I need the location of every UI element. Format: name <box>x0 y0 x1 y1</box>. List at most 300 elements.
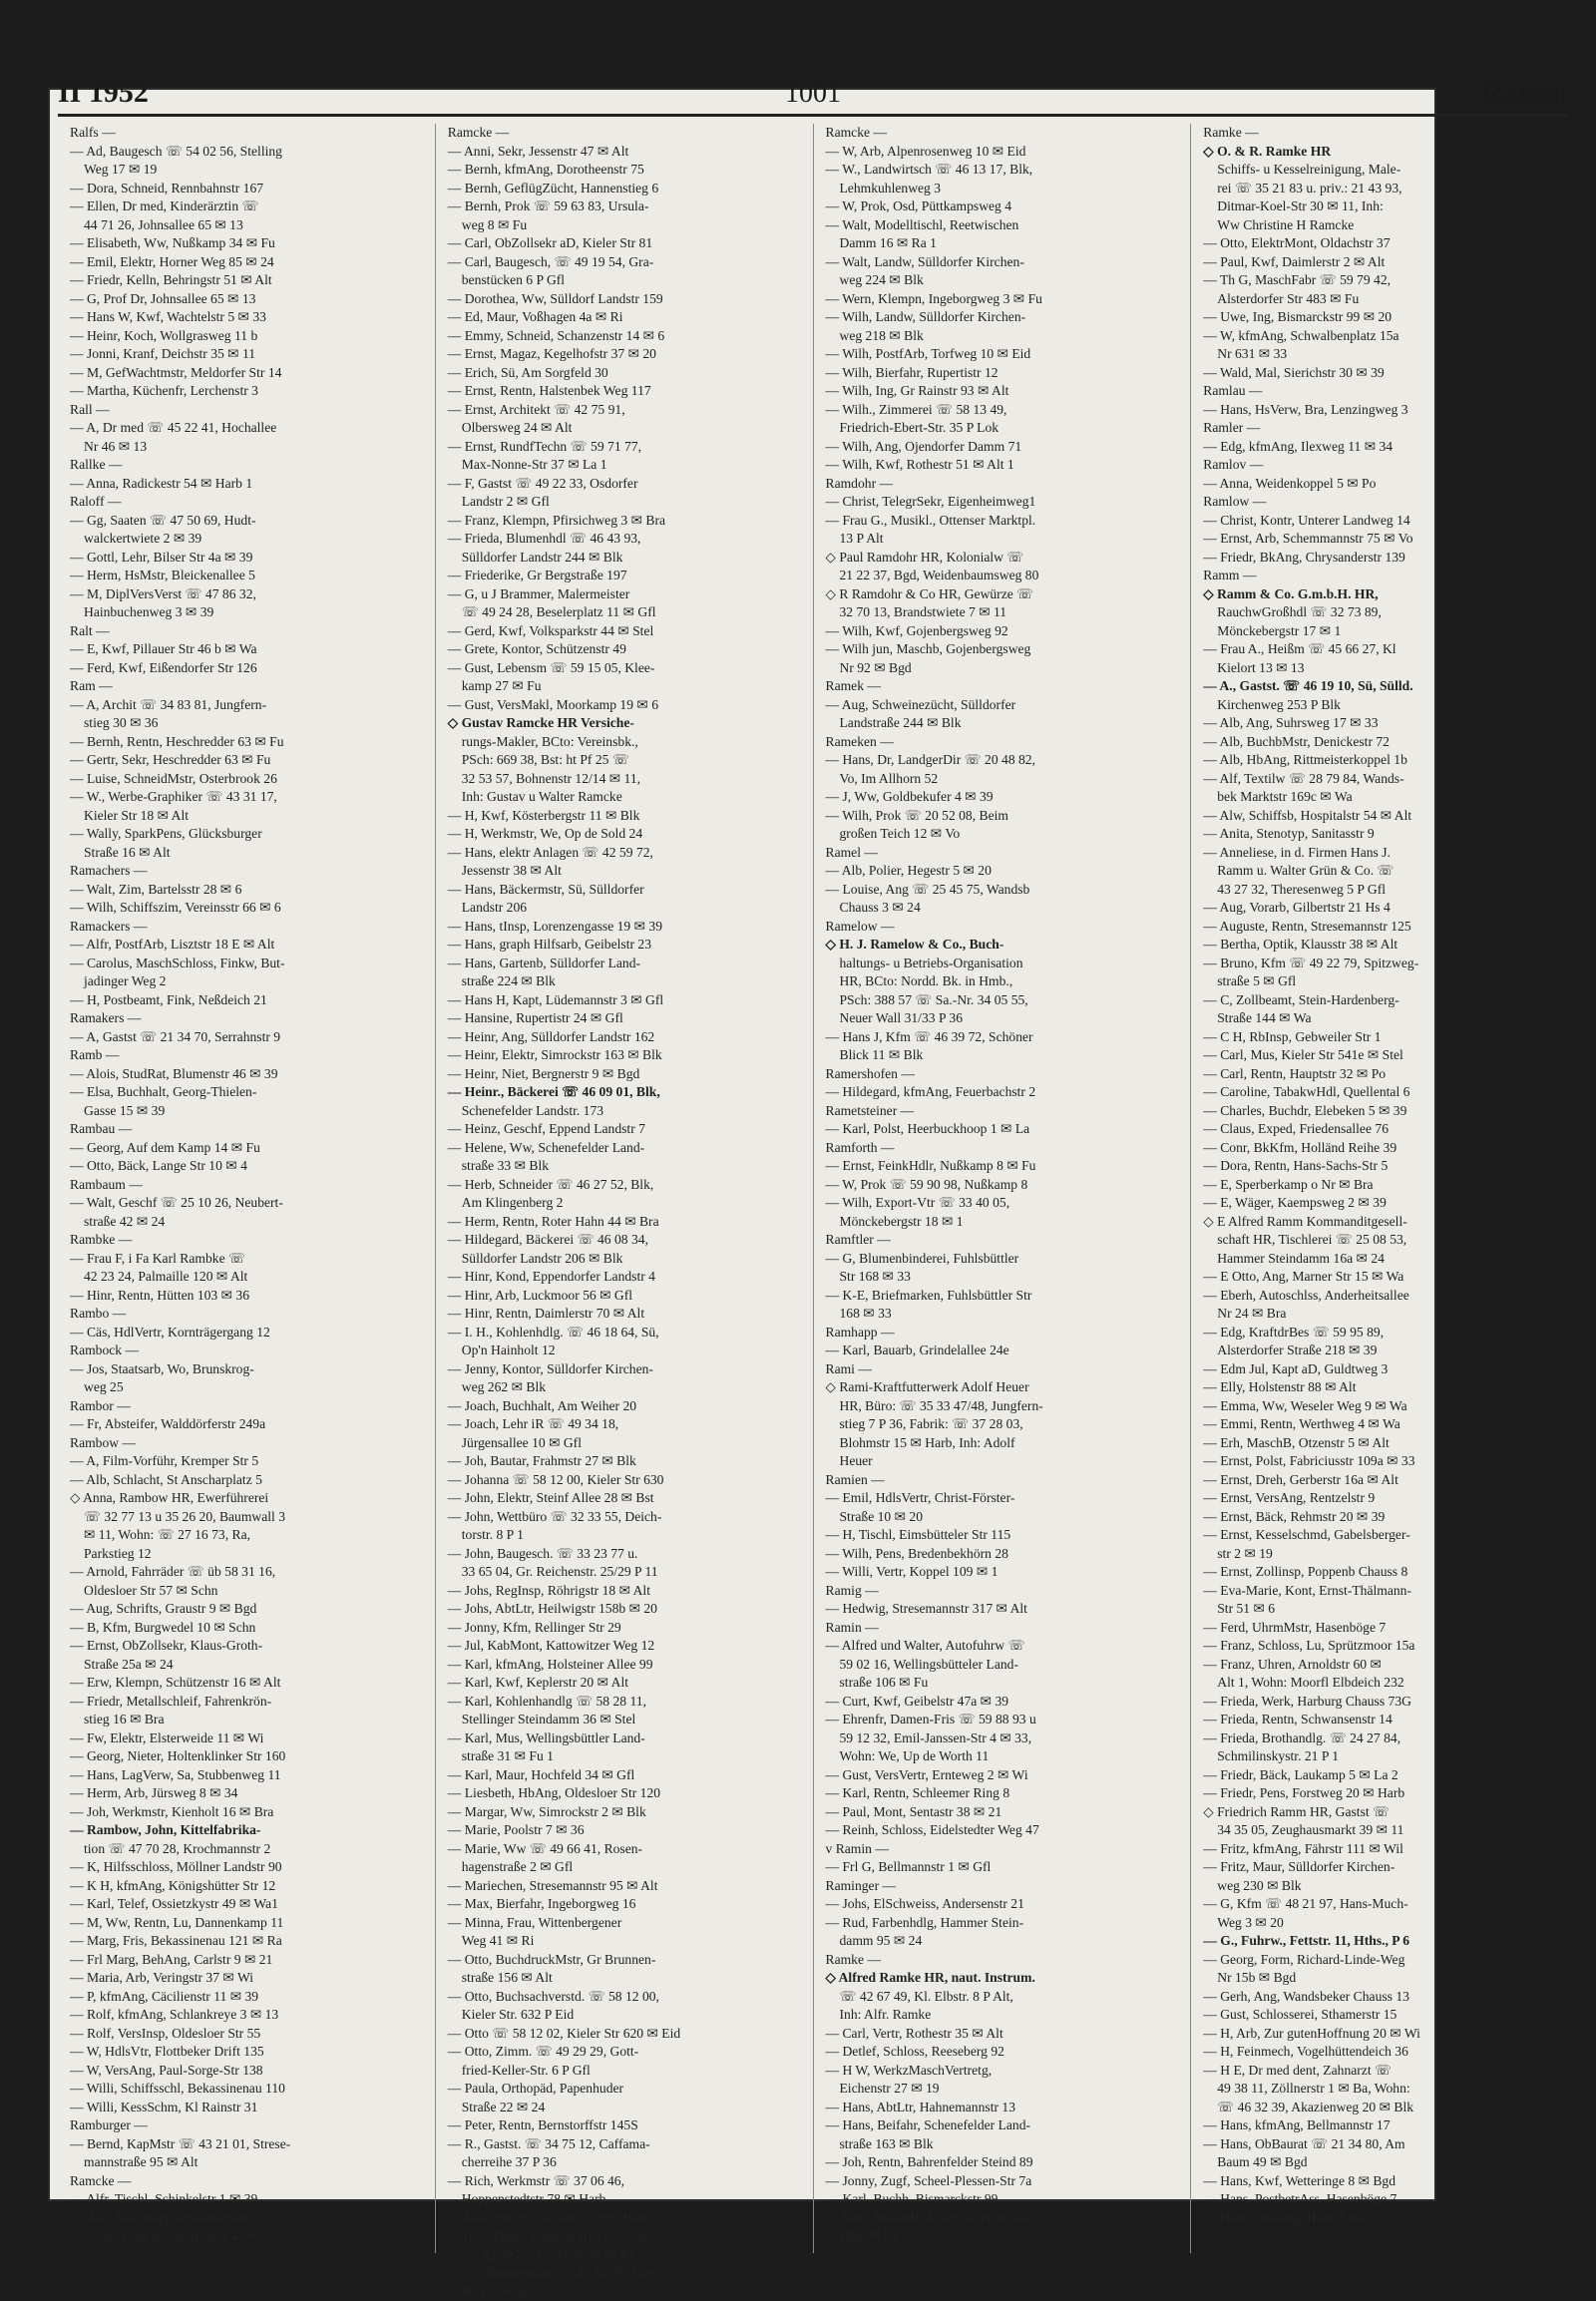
directory-entry-line: Landstr 206 <box>448 899 801 918</box>
directory-entry-line: — Margar, Ww, Simrockstr 2 ✉ Blk <box>448 1803 801 1822</box>
directory-entry-line: Rametsteiner — <box>826 1102 1179 1121</box>
page-number: 1001 <box>58 78 1568 110</box>
directory-entry-line: — E Otto, Ang, Marner Str 15 ✉ Wa <box>1203 1268 1556 1287</box>
directory-entry-line: — Hildegard, kfmAng, Feuerbachstr 2 <box>826 1083 1179 1102</box>
directory-entry-line: — E, Wäger, Kaempsweg 2 ✉ 39 <box>1203 1194 1556 1213</box>
directory-entry-line: Mönckebergstr 17 ✉ 1 <box>1203 622 1556 641</box>
directory-entry-line: — Helene, Ww, Schenefelder Land- <box>448 1139 801 1158</box>
directory-entry-line: ◇ E Alfred Ramm Kommanditgesell- <box>1203 1213 1556 1232</box>
directory-entry-line: — Gust, Schlosserei, Sthamerstr 15 <box>1203 2006 1556 2025</box>
directory-entry-line: — Otto, BuchdruckMstr, Gr Brunnen- <box>448 1951 801 1970</box>
directory-entry-line: — Curt, Kwf, Geibelstr 47a ✉ 39 <box>826 1693 1179 1712</box>
directory-entry-line: — Paula, Orthopäd, Papenhuder <box>448 2080 801 2099</box>
directory-entry-line: 43 27 32, Theresenweg 5 P Gfl <box>1203 881 1556 900</box>
directory-entry-line: — P, kfmAng, Cäcilienstr 11 ✉ 39 <box>70 1988 423 2007</box>
directory-entry-line: — Joh, Bautar, Frahmstr 27 ✉ Blk <box>448 1452 801 1471</box>
directory-entry-line: — Ernst, Bäck, Rehmstr 20 ✉ 39 <box>1203 1508 1556 1527</box>
directory-entry-line: — Anna, Weidenkoppel 5 ✉ Po <box>1203 475 1556 494</box>
directory-entry-line: Oldesloer Str 57 ✉ Schn <box>70 1582 423 1601</box>
directory-entry-line: — Fr, Absteifer, Walddörferstr 249a <box>70 1415 423 1434</box>
directory-entry-line: Eichenstr 27 ✉ 19 <box>826 2080 1179 2099</box>
directory-entry-line: Ramcke — <box>826 124 1179 143</box>
directory-entry-line: — A, Dr med ☏ 45 22 41, Hochallee <box>70 419 423 438</box>
directory-entry-line: Landstraße 244 ✉ Blk <box>826 714 1179 733</box>
directory-entry-line: haltungs- u Betriebs-Organisation <box>826 955 1179 973</box>
directory-entry-line: Olbersweg 24 ✉ Alt <box>448 419 801 438</box>
directory-entry-line: — Wilh jun, Maschb, Gojenbergsweg <box>826 640 1179 659</box>
directory-entry-line: — Karl, Rentn, Schleemer Ring 8 <box>826 1784 1179 1803</box>
directory-entry-line: 32 53 57, Bohnenstr 12/14 ✉ 11, <box>448 770 801 789</box>
directory-entry-line: — Louise, Ang ☏ 25 45 75, Wandsb <box>826 881 1179 900</box>
directory-entry-line: Alsterdorfer Str 483 ✉ Fu <box>1203 290 1556 309</box>
directory-entry-line: ☏ 42 59 72, Jessenstr 38 ✉ Alt <box>448 2246 801 2265</box>
directory-entry-line: — Ernst, FeinkHdlr, Nußkamp 8 ✉ Fu <box>826 1157 1179 1176</box>
directory-entry-line: — E, Sperberkamp o Nr ✉ Bra <box>1203 1176 1556 1195</box>
directory-entry-line: — Frl Marg, BehAng, Carlstr 9 ✉ 21 <box>70 1951 423 1970</box>
directory-entry-line: — Karl, Buchh, Bismarckstr 99 <box>826 2190 1179 2209</box>
directory-entry-line: — Georg, Nieter, Holtenklinker Str 160 <box>70 1747 423 1766</box>
directory-entry-line: — Fritz, kfmAng, Fährstr 111 ✉ Wil <box>1203 1840 1556 1859</box>
directory-entry-line: — Gust, VersVertr, Ernteweg 2 ✉ Wi <box>826 1766 1179 1785</box>
directory-entry-line: — Alb, BuchbMstr, Denickestr 72 <box>1203 733 1556 752</box>
column-3 <box>813 124 1191 2253</box>
directory-entry-line: Ramb — <box>70 1046 423 1065</box>
directory-entry-line: benstücken 6 P Gfl <box>448 271 801 290</box>
directory-entry-line: ◇ R Ramdohr & Co HR, Gewürze ☏ <box>826 585 1179 604</box>
directory-entry-line: — Joh, Werkmstr, Kienholt 16 ✉ Bra <box>70 1803 423 1822</box>
directory-entry-line: — Hans, LagVerw, Sa, Stubbenweg 11 <box>70 1766 423 1785</box>
directory-entry-line: ◇ Anna, Rambow HR, Ewerführerei <box>70 1489 423 1508</box>
directory-entry-line: — Alb, HbAng, Rittmeisterkoppel 1b <box>1203 751 1556 770</box>
directory-entry-line: straße 156 ✉ Alt <box>448 1969 801 1988</box>
directory-entry-line: Ramin — <box>826 1619 1179 1638</box>
directory-entry-line: Str 168 ✉ 33 <box>826 1268 1179 1287</box>
directory-entry-line: — John, Baugesch. ☏ 33 23 77 u. <box>448 1545 801 1564</box>
page-header <box>58 70 1568 117</box>
directory-entry-line: — Karl, kfmAng, Holsteiner Allee 99 <box>448 1656 801 1675</box>
directory-entry-line: ☏ 49 24 28, Beselerplatz 11 ✉ Gfl <box>448 603 801 622</box>
directory-entry-line: großen Teich 12 ✉ Vo <box>826 825 1179 844</box>
directory-entry-line: Raloff — <box>70 493 423 512</box>
directory-entry-line: — Hans, PostbetrAss, Hasenböge 7 <box>1203 2190 1556 2209</box>
directory-entry-line: — Charles, Buchdr, Elebeken 5 ✉ 39 <box>1203 1102 1556 1121</box>
directory-entry-line: Nr 24 ✉ Bra <box>1203 1305 1556 1324</box>
directory-entry-line: Friedrich-Ebert-Str. 35 P Lok <box>826 419 1179 438</box>
directory-entry-line: — Hans W, Kwf, Wachtelstr 5 ✉ 33 <box>70 308 423 327</box>
directory-entry-line: 13 P Alt <box>826 530 1179 549</box>
directory-entry-line: — K-E, Briefmarken, Fuhlsbüttler Str <box>826 1287 1179 1306</box>
directory-entry-line: torstr. 8 P 1 <box>448 1526 801 1545</box>
directory-entry-line: HR, Büro: ☏ 35 33 47/48, Jungfern- <box>826 1397 1179 1416</box>
directory-entry-line: — Elly, Holstenstr 88 ✉ Alt <box>1203 1378 1556 1397</box>
directory-entry-line: straße 42 ✉ 24 <box>70 1213 423 1232</box>
directory-entry-line: — Rolf, VersInsp, Oldesloer Str 55 <box>70 2025 423 2044</box>
directory-entry-line: — Dorothea, Ww, Sülldorf Landstr 159 <box>448 290 801 309</box>
directory-entry-line: — Marie, Poolstr 7 ✉ 36 <box>448 1821 801 1840</box>
directory-entry-line: Rambor — <box>70 1397 423 1416</box>
directory-entry-line: — Aug, Schrifts, Graustr 9 ✉ Bgd <box>70 1600 423 1619</box>
directory-entry-line: ✉ 11, Wohn: ☏ 27 16 73, Ra, <box>70 1526 423 1545</box>
directory-entry-line: Ramforth — <box>826 1139 1179 1158</box>
directory-entry-line: Straße 10 ✉ 20 <box>826 1508 1179 1527</box>
directory-entry-line: Heuer <box>826 1452 1179 1471</box>
directory-entry-line: Schmilinskystr. 21 P 1 <box>1203 1747 1556 1766</box>
directory-entry-line: Alt 1, Wohn: Moorfl Elbdeich 232 <box>1203 1674 1556 1693</box>
directory-entry-line: — Rolf, kfmAng, Schlankreye 3 ✉ 13 <box>70 2006 423 2025</box>
directory-entry-line: — Frieda, Brothandlg. ☏ 24 27 84, <box>1203 1729 1556 1748</box>
directory-entry-line: Straße 16 ✉ Alt <box>70 844 423 863</box>
directory-entry-line: 21 22 37, Bgd, Weidenbaumsweg 80 <box>826 567 1179 585</box>
directory-entry-line: Ramek — <box>826 677 1179 696</box>
directory-entry-line: — Heinz, Geschf, Eppend Landstr 7 <box>448 1120 801 1139</box>
directory-entry-line: — Gerh, Ang, Wandsbeker Chauss 13 <box>1203 1988 1556 2007</box>
directory-entry-line: Wohn: We, Up de Worth 11 <box>826 1747 1179 1766</box>
directory-entry-line: — Karl, Maur, Hochfeld 34 ✉ Gfl <box>448 1766 801 1785</box>
directory-entry-line: — Fw, Elektr, Elsterweide 11 ✉ Wi <box>70 1729 423 1748</box>
directory-entry-line: — Hinr, Rentn, Hütten 103 ✉ 36 <box>70 1287 423 1306</box>
directory-entry-line: — Ernst, Architekt ☏ 42 75 91, <box>448 401 801 420</box>
directory-entry-line: — Frieda, Blumenhdl ☏ 46 43 93, <box>448 530 801 549</box>
directory-entry-line: — Hans H, Kapt, Lüdemannstr 3 ✉ Gfl <box>448 991 801 1010</box>
directory-entry-line: — Georg, Form, Richard-Linde-Weg <box>1203 1951 1556 1970</box>
directory-entry-line: — Ernst, ObZollsekr, Klaus-Groth- <box>70 1637 423 1656</box>
directory-entry-line: — Conr, BkKfm, Holländ Reihe 39 <box>1203 1139 1556 1158</box>
directory-entry-line: — Ernst, VersAng, Rentzelstr 9 <box>1203 1489 1556 1508</box>
directory-entry-line: schaft HR, Tischlerei ☏ 25 08 53, <box>1203 1231 1556 1250</box>
directory-entry-line: weg 218 ✉ Blk <box>826 327 1179 346</box>
directory-entry-line: — Joach, Buchhalt, Am Weiher 20 <box>448 1397 801 1416</box>
directory-entry-line: Op'n Hainholt 12 <box>448 1342 801 1360</box>
directory-entry-line: — Uwe, Ing, Bismarckstr 99 ✉ 20 <box>1203 308 1556 327</box>
directory-entry-line: Raminger — <box>826 1877 1179 1896</box>
directory-entry-line: — Walt, Modelltischl, Reetwischen <box>826 216 1179 235</box>
directory-entry-line: Nr 46 ✉ 13 <box>70 438 423 457</box>
directory-entry-line: — Heinr, Ang, Sülldorfer Landstr 162 <box>448 1028 801 1047</box>
directory-entry-line: Stellinger Steindamm 36 ✉ Stel <box>448 1711 801 1729</box>
directory-entry-line: — Th G, MaschFabr ☏ 59 79 42, <box>1203 271 1556 290</box>
directory-entry-line: stieg 30 ✉ 36 <box>70 714 423 733</box>
directory-entry-line: ◇ Paul Ramdohr HR, Kolonialw ☏ <box>826 549 1179 568</box>
directory-entry-line: — J, Ww, Goldbekufer 4 ✉ 39 <box>826 788 1179 807</box>
directory-entry-line: — Alfr, PostfArb, Lisztstr 18 E ✉ Alt <box>70 936 423 955</box>
directory-entry-line: ◇ Alfred Ramke HR, naut. Instrum. <box>826 1969 1179 1988</box>
directory-entry-line: 59 12 32, Emil-Janssen-Str 4 ✉ 33, <box>826 1729 1179 1748</box>
directory-entry-line: — Friedr, Bäck, Laukamp 5 ✉ La 2 <box>1203 1766 1556 1785</box>
directory-entry-line: — M, Ww, Rentn, Lu, Dannenkamp 11 <box>70 1914 423 1933</box>
directory-entry-line: — Ernst, RundfTechn ☏ 59 71 77, <box>448 438 801 457</box>
directory-entry-line: — Ellen, Dr med, Kinderärztin ☏ <box>70 197 423 216</box>
directory-entry-line: — Alfred und Walter, Autofuhrw ☏ <box>826 1637 1179 1656</box>
directory-entry-line: Landstr 2 ✉ Gfl <box>448 493 801 512</box>
directory-entry-line: — W, VersAng, Paul-Sorge-Str 138 <box>70 2062 423 2081</box>
directory-entry-line: Weg 41 ✉ Ri <box>448 1932 801 1951</box>
directory-entry-line: — Emil, Elektr, Horner Weg 85 ✉ 24 <box>70 253 423 272</box>
directory-entry-line: ◇ Gustav Ramcke HR Versiche- <box>448 714 801 733</box>
directory-entry-line: — K, Hilfsschloss, Möllner Landstr 90 <box>70 1858 423 1877</box>
directory-entry-line: — Alfr, Stadtinsp, Schwansenstr 8 <box>70 2209 423 2228</box>
directory-entry-line: — Frau A., Heißm ☏ 45 66 27, Kl <box>1203 640 1556 659</box>
directory-entry-line: Max-Nonne-Str 37 ✉ La 1 <box>448 456 801 475</box>
directory-entry-line: — Alb, Ang, Suhrsweg 17 ✉ 33 <box>1203 714 1556 733</box>
directory-entry-line: — Dora, Schneid, Rennbahnstr 167 <box>70 180 423 198</box>
directory-entry-line: — W., Werbe-Graphiker ☏ 43 31 17, <box>70 788 423 807</box>
directory-entry-line: Inh: Alfr. Ramke <box>826 2006 1179 2025</box>
directory-entry-line: walckertwiete 2 ✉ 39 <box>70 530 423 549</box>
directory-entry-line: — Hans, tInsp, Lorenzengasse 19 ✉ 39 <box>448 918 801 937</box>
directory-entry-line: — Christ, Kontr, Unterer Landweg 14 <box>1203 512 1556 531</box>
directory-entry-line: — Wilh, Prok ☏ 20 52 08, Beim <box>826 807 1179 826</box>
directory-entry-line: — Hans J, Kfm ☏ 46 39 72, Schöner <box>826 1028 1179 1047</box>
directory-entry-line: — Edg, KraftdrBes ☏ 59 95 89, <box>1203 1324 1556 1342</box>
directory-entry-line: Ramachers — <box>70 862 423 881</box>
directory-entry-line: — Otto, Buchsachverstd. ☏ 58 12 00, <box>448 1988 801 2007</box>
directory-entry-line: — Johs, RegInsp, Röhrigstr 18 ✉ Alt <box>448 1582 801 1601</box>
directory-entry-line: jadinger Weg 2 <box>70 972 423 991</box>
directory-entry-line: — Claus, Exped, Friedensallee 76 <box>1203 1120 1556 1139</box>
directory-entry-line: — E, Kwf, Pillauer Str 46 b ✉ Wa <box>70 640 423 659</box>
directory-entry-line: — Bernh, Prok ☏ 59 63 83, Ursula- <box>448 197 801 216</box>
directory-entry-line: straße 224 ✉ Blk <box>448 972 801 991</box>
directory-entry-line: — Ernst, Kesselschmd, Gabelsberger- <box>1203 1526 1556 1545</box>
directory-entry-line: straße 106 ✉ Fu <box>826 1674 1179 1693</box>
directory-entry-line: — M, GefWachtmstr, Meldorfer Str 14 <box>70 364 423 383</box>
directory-entry-line: — Carl, Mus, Kieler Str 541e ✉ Stel <box>1203 1046 1556 1065</box>
directory-entry-line: Rambke — <box>70 1231 423 1250</box>
directory-entry-line: cherreihe 37 P 36 <box>448 2153 801 2172</box>
directory-entry-line: — Wilh, PostfArb, Torfweg 10 ✉ Eid <box>826 345 1179 364</box>
directory-entry-line: — Auguste, Rentn, Stresemannstr 125 <box>1203 918 1556 937</box>
directory-entry-line: — Emma, Ww, Weseler Weg 9 ✉ Wa <box>1203 1397 1556 1416</box>
directory-entry-line: — Eberh, Autoschlss, Anderheitsallee <box>1203 1287 1556 1306</box>
directory-entry-line: — Kurt, MaschB, Alsterdorfer Str 483 <box>826 2209 1179 2228</box>
directory-entry-line: — Willi, Schiffsschl, Bekassinenau 110 <box>70 2080 423 2099</box>
directory-entry-line: — Frieda, Werk, Harburg Chauss 73G <box>1203 1693 1556 1712</box>
directory-entry-line: — Ernst, Magaz, Kegelhofstr 37 ✉ 20 <box>448 345 801 364</box>
directory-entry-line: Rambaum — <box>70 1176 423 1195</box>
directory-entry-line: — Carl, Vertr, Rothestr 35 ✉ Alt <box>826 2025 1179 2044</box>
directory-entry-line: — Bernd, KapMstr ☏ 43 21 01, Strese- <box>70 2135 423 2154</box>
directory-entry-line: — Detlef, Schloss, Reeseberg 92 <box>826 2043 1179 2062</box>
directory-entry-line: — Friedr, Pens, Forstweg 20 ✉ Harb <box>1203 1784 1556 1803</box>
directory-entry-line: stieg 7 P 36, Fabrik: ☏ 37 28 03, <box>826 1415 1179 1434</box>
directory-entry-line: weg 224 ✉ Blk <box>826 271 1179 290</box>
directory-entry-line: — Anneliese, in d. Firmen Hans J. <box>1203 844 1556 863</box>
directory-entry-line: Ramlow — <box>1203 493 1556 512</box>
directory-entry-line: Ditmar-Koel-Str 30 ✉ 11, Inh: <box>1203 197 1556 216</box>
directory-entry-line: Kieler Str 18 ✉ Alt <box>70 807 423 826</box>
directory-entry-line: — Walt, Zim, Bartelsstr 28 ✉ 6 <box>70 881 423 900</box>
directory-entry-line: — A, Archit ☏ 34 83 81, Jungfern- <box>70 696 423 715</box>
directory-entry-line: ☏ 32 77 13 u 35 26 20, Baumwall 3 <box>70 1508 423 1527</box>
directory-entry-line: — Mariechen, Stresemannstr 95 ✉ Alt <box>448 1877 801 1896</box>
directory-entry-line: — Ernst, Arb, Schemmannstr 75 ✉ Vo <box>1203 530 1556 549</box>
directory-entry-line: — C H, RbInsp, Gebweiler Str 1 <box>1203 1028 1556 1047</box>
directory-entry-line: — Bernh, GeflügZücht, Hannenstieg 6 <box>448 180 801 198</box>
directory-entry-line: Ramlov — <box>1203 456 1556 475</box>
directory-entry-line: — Edg, kfmAng, Ilexweg 11 ✉ 34 <box>1203 438 1556 457</box>
directory-entry-line: Nr 92 ✉ Bgd <box>826 659 1179 678</box>
directory-entry-line: Rambau — <box>70 1120 423 1139</box>
directory-entry-line: — Aug, Vorarb, Gilbertstr 21 Hs 4 <box>1203 899 1556 918</box>
directory-entry-line: — Minna, Frau, Wittenbergener <box>448 1914 801 1933</box>
directory-entry-line: — Otto, ElektrMont, Oldachstr 37 <box>1203 234 1556 253</box>
column-4 <box>1190 124 1568 2253</box>
directory-entry-line: Rameken — <box>826 733 1179 752</box>
directory-entry-line: Ramcke — <box>70 2172 423 2191</box>
directory-entry-line: Ramburger — <box>70 2116 423 2135</box>
directory-entry-line: — Martha, Küchenfr, Lerchenstr 3 <box>70 382 423 401</box>
directory-entry-line: Inh: Gustav u Walter Ramcke <box>448 788 801 807</box>
directory-entry-line: — Elsa, Buchhalt, Georg-Thielen- <box>70 1083 423 1102</box>
directory-entry-line: — H, Feinmech, Vogelhüttendeich 36 <box>1203 2043 1556 2062</box>
directory-entry-line: 33 65 04, Gr. Reichenstr. 25/29 P 11 <box>448 1563 801 1582</box>
directory-entry-line: — Karl, Kwf, Keplerstr 20 ✉ Alt <box>448 1674 801 1693</box>
directory-entry-line: Ralfs — <box>70 124 423 143</box>
directory-entry-line: — Gottl, Lehr, Bilser Str 4a ✉ 39 <box>70 549 423 568</box>
directory-entry-line: Weg 3 ✉ 20 <box>1203 1914 1556 1933</box>
directory-entry-line: — Wally, SparkPens, Glücksburger <box>70 825 423 844</box>
directory-entry-line: Lehmkuhlenweg 3 <box>826 180 1179 198</box>
directory-entry-line: — Heinr, Koch, Wollgrasweg 11 b <box>70 327 423 346</box>
directory-entry-line: ☏ 42 67 49, Kl. Elbstr. 8 P Alt, <box>826 1988 1179 2007</box>
directory-entry-line: Am Klingenberg 2 <box>448 1194 801 1213</box>
directory-entry-line: Ramakers — <box>70 1009 423 1028</box>
directory-entry-line: — Wilh, Bierfahr, Rupertistr 12 <box>826 364 1179 383</box>
directory-entry-line: Ramdohr — <box>826 475 1179 494</box>
directory-entry-line: — Wern, Klempn, Ingeborgweg 3 ✉ Fu <box>826 290 1179 309</box>
directory-entry-line: Damm 16 ✉ Ra 1 <box>826 234 1179 253</box>
directory-entry-line: — Otto, Bäck, Lange Str 10 ✉ 4 <box>70 1157 423 1176</box>
directory-entry-line: — M, DiplVersVerst ☏ 47 86 32, <box>70 585 423 604</box>
directory-entry-line: — Frieda, Rentn, Schwansenstr 14 <box>1203 1711 1556 1729</box>
directory-entry-line: — Bruno, Kfm ☏ 49 22 79, Spitzweg- <box>1203 955 1556 973</box>
directory-entry-line: — Alfr, Tischl, Schinkelstr 1 ✉ 39 <box>70 2190 423 2209</box>
directory-entry-line: hagenstraße 2 ✉ Gfl <box>448 1858 801 1877</box>
directory-entry-line: Ramershofen — <box>826 1065 1179 1084</box>
directory-entry-line: Ramke — <box>826 1951 1179 1970</box>
directory-entry-line: — Luise, SchneidMstr, Osterbrook 26 <box>70 770 423 789</box>
directory-entry-line: — A, Gastst ☏ 21 34 70, Serrahnstr 9 <box>70 1028 423 1047</box>
directory-entry-line: ◇ H. J. Ramelow & Co., Buch- <box>826 936 1179 955</box>
directory-entry-line: Weg 17 ✉ 19 <box>70 161 423 180</box>
directory-entry-line: — Friedr, BkAng, Chrysanderstr 139 <box>1203 549 1556 568</box>
directory-entry-line: — Gust, VersMakl, Moorkamp 19 ✉ 6 <box>448 696 801 715</box>
directory-entry-line: — Heinr, Elektr, Simrockstr 163 ✉ Blk <box>448 1046 801 1065</box>
directory-entry-line: — Willi, KessSchm, Kl Rainstr 31 <box>70 2099 423 2117</box>
directory-entry-line: — Liesbeth, HbAng, Oldesloer Str 120 <box>448 1784 801 1803</box>
directory-entry-line: Nr 15b ✉ Bgd <box>1203 1969 1556 1988</box>
directory-entry-line: — Erw, Klempn, Schützenstr 16 ✉ Alt <box>70 1674 423 1693</box>
directory-entry-line: rungs-Makler, BCto: Vereinsbk., <box>448 733 801 752</box>
directory-entry-line: — Paul, Mont, Sentastr 38 ✉ 21 <box>826 1803 1179 1822</box>
directory-entry-line: damm 95 ✉ 24 <box>826 1932 1179 1951</box>
directory-entry-line: — K H, kfmAng, Königshütter Str 12 <box>70 1877 423 1896</box>
directory-entry-line: — Marie, Ww ☏ 49 66 41, Rosen- <box>448 1840 801 1859</box>
directory-entry-line: — Ehrenfr, Damen-Fris ☏ 59 88 93 u <box>826 1711 1179 1729</box>
directory-entry-line: ◇ O. & R. Ramke HR <box>1203 143 1556 162</box>
running-head: Ramm <box>1481 76 1568 110</box>
directory-entry-line: — Hans, Kwf, Wetteringe 8 ✉ Bgd <box>1203 2172 1556 2191</box>
directory-entry-line: — Wald, Mal, Sierichstr 30 ✉ 39 <box>1203 364 1556 383</box>
directory-entry-line: Schiffs- u Kesselreinigung, Male- <box>1203 161 1556 180</box>
directory-entry-line: ◇ Rami-Kraftfutterwerk Adolf Heuer <box>826 1378 1179 1397</box>
directory-entry-line: — Gg, Saaten ☏ 47 50 69, Hudt- <box>70 512 423 531</box>
directory-entry-line: weg 262 ✉ Blk <box>448 1378 801 1397</box>
directory-entry-line: str 2 ✉ 19 <box>1203 1545 1556 1564</box>
directory-entry-line: Rambo — <box>70 1305 423 1324</box>
directory-entry-line: Rambow — <box>70 1434 423 1453</box>
directory-entry-line: — W, kfmAng, Schwalbenplatz 15a <box>1203 327 1556 346</box>
directory-entry-line: PSch: 388 57 ☏ Sa.-Nr. 34 05 55, <box>826 991 1179 1010</box>
directory-entry-line: Hammer Steindamm 16a ✉ 24 <box>1203 1250 1556 1269</box>
directory-entry-line: Ramftler — <box>826 1231 1179 1250</box>
directory-entry-line: bek Marktstr 169c ✉ Wa <box>1203 788 1556 807</box>
directory-entry-line: — W., Landwirtsch ☏ 46 13 17, Blk, <box>826 161 1179 180</box>
directory-entry-line: — Otto ☏ 58 12 02, Kieler Str 620 ✉ Eid <box>448 2025 801 2044</box>
directory-entry-line: — Alois, StudRat, Blumenstr 46 ✉ 39 <box>70 1065 423 1084</box>
directory-entry-line: — Paul, Kwf, Daimlerstr 2 ✉ Alt <box>1203 253 1556 272</box>
directory-entry-line: — Hinr, Rentn, Daimlerstr 70 ✉ Alt <box>448 1305 801 1324</box>
directory-entry-line: Ramien — <box>826 1471 1179 1490</box>
directory-entry-line: PSch: 669 38, Bst: ht Pf 25 ☏ <box>448 751 801 770</box>
directory-entry-line: weg 230 ✉ Blk <box>1203 1877 1556 1896</box>
directory-entry-line: Jessenstr 38 ✉ Alt <box>448 862 801 881</box>
directory-entry-line: — Friederike, Gr Bergstraße 197 <box>448 567 801 585</box>
directory-entry-line: — H, Tischl, Eimsbütteler Str 115 <box>826 1526 1179 1545</box>
directory-entry-line: — Otto, Zimm. ☏ 49 29 29, Gott- <box>448 2043 801 2062</box>
directory-entry-line: — Grete, Kontor, Schützenstr 49 <box>448 640 801 659</box>
directory-entry-line: — Friedr, Kelln, Behringstr 51 ✉ Alt <box>70 271 423 290</box>
directory-entry-line: — Georg, Auf dem Kamp 14 ✉ Fu <box>70 1139 423 1158</box>
directory-entry-line: — Franz, Uhren, Arnoldstr 60 ✉ <box>1203 1656 1556 1675</box>
directory-entry-line: — Jenny, Kontor, Sülldorfer Kirchen- <box>448 1360 801 1379</box>
directory-entry-line: Ramackers — <box>70 918 423 937</box>
directory-entry-line: — Dora, Rentn, Hans-Sachs-Str 5 <box>1203 1157 1556 1176</box>
directory-entry-line: — Johs, AbtLtr, Heilwigstr 158b ✉ 20 <box>448 1600 801 1619</box>
directory-entry-line: — H, Kwf, Kösterbergstr 11 ✉ Blk <box>448 807 801 826</box>
directory-entry-line: — Alb, Schlacht, St Anscharplatz 5 <box>70 1471 423 1490</box>
directory-entry-line: — Hans, kfmAng, Bellmannstr 17 <box>1203 2116 1556 2135</box>
directory-entry-line: — Ernst, Dreh, Gerberstr 16a ✉ Alt <box>1203 1471 1556 1490</box>
directory-entry-line: — Wilh, Ang, Ojendorfer Damm 71 <box>826 438 1179 457</box>
directory-entry-line: Schenefelder Landstr. 173 <box>448 1102 801 1121</box>
directory-entry-line: Rambock — <box>70 1342 423 1360</box>
directory-entry-line: — Ernst, Polst, Fabriciusstr 109a ✉ 33 <box>1203 1452 1556 1471</box>
directory-entry-line: — Wilh, Kwf, Gojenbergsweg 92 <box>826 622 1179 641</box>
directory-entry-line: — Caroline, TabakwHdl, Quellental 6 <box>1203 1083 1556 1102</box>
directory-entry-line: — Karl, Mus, Wellingsbüttler Land- <box>448 1729 801 1748</box>
directory-entry-line: — Wilh, Landw, Sülldorfer Kirchen- <box>826 308 1179 327</box>
directory-entry-line: Alsterdorfer Straße 218 ✉ 39 <box>1203 1342 1556 1360</box>
directory-entry-line: — Hedwig, Stresemannstr 317 ✉ Alt <box>826 1600 1179 1619</box>
directory-entry-line: — Wilh, Ing, Gr Rainstr 93 ✉ Alt <box>826 382 1179 401</box>
directory-entry-line: — Anna, Radickestr 54 ✉ Harb 1 <box>70 475 423 494</box>
directory-entry-line: — Karl, Kohlenhandlg ☏ 58 28 11, <box>448 1693 801 1712</box>
directory-entry-line: Ww Christine H Ramcke <box>1203 216 1556 235</box>
directory-entry-line: Straße 144 ✉ Wa <box>1203 1009 1556 1028</box>
directory-entry-line: 34 35 05, Zeughausmarkt 39 ✉ 11 <box>1203 1821 1556 1840</box>
directory-entry-line: Str 51 ✉ 6 <box>1203 1600 1556 1619</box>
directory-entry-line: Baum 49 ✉ Bgd <box>1203 2153 1556 2172</box>
column-1 <box>58 124 435 2253</box>
directory-entry-line: — Emil, HdlsVertr, Christ-Förster- <box>826 1489 1179 1508</box>
directory-entry-line: Straße 25a ✉ 24 <box>70 1656 423 1675</box>
directory-entry-line: Nr 631 ✉ 33 <box>1203 345 1556 364</box>
directory-entry-line: — Aug, Schweinezücht, Sülldorfer <box>826 696 1179 715</box>
directory-entry-line: — Cäs, HdlVertr, Kornträgergang 12 <box>70 1324 423 1342</box>
directory-entry-line: — G, Kfm ☏ 48 21 97, Hans-Much- <box>1203 1895 1556 1914</box>
directory-entry-line: v Ramin — <box>826 1840 1179 1859</box>
